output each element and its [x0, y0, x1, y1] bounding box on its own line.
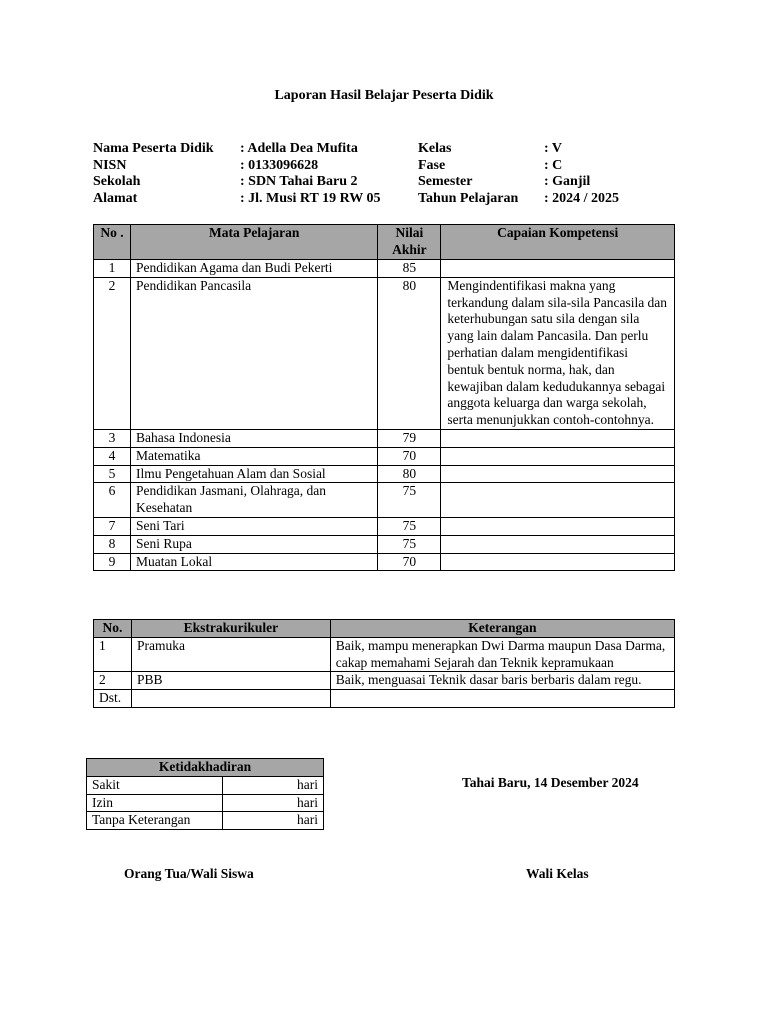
- name-value: : Adella Dea Mufita: [240, 141, 358, 156]
- row-competence: [441, 517, 675, 535]
- extra-note: Baik, mampu menerapkan Dwi Darma maupun Dasa Darma, cakap memahami Sejarah dan Teknik kepramukaan: [330, 637, 674, 672]
- table-row: [94, 553, 675, 571]
- table-row: [94, 447, 675, 465]
- attendance-label: Sakit: [87, 776, 223, 794]
- row-no: 4: [94, 447, 131, 465]
- attendance-label: Izin: [87, 794, 223, 812]
- row-score: 85: [378, 260, 441, 278]
- address-value: : Jl. Musi RT 19 RW 05: [240, 190, 381, 206]
- row-subject: Matematika: [130, 447, 377, 465]
- table-row: [94, 535, 675, 553]
- extra-note: [330, 690, 674, 708]
- row-competence: [441, 553, 675, 571]
- phase-value: : C: [544, 157, 563, 173]
- row-no: 5: [94, 465, 131, 483]
- row-competence: [441, 260, 675, 278]
- parent-signature-label: Orang Tua/Wali Siswa: [124, 866, 254, 881]
- row-no: 2: [94, 277, 131, 429]
- extra-header-no: No.: [94, 620, 132, 638]
- extra-note: Baik, menguasai Teknik dasar baris berbaris dalam regu.: [330, 672, 674, 690]
- row-subject: Bahasa Indonesia: [130, 429, 377, 447]
- row-competence: [441, 465, 675, 483]
- name-label: Nama Peserta Didik: [93, 141, 214, 156]
- grades-header-no: No .: [94, 225, 131, 260]
- row-subject: Ilmu Pengetahuan Alam dan Sosial: [130, 465, 377, 483]
- table-row: [87, 776, 324, 794]
- row-score: 75: [378, 535, 441, 553]
- row-no: 9: [94, 553, 131, 571]
- table-row: [94, 672, 675, 690]
- row-competence: Mengindentifikasi makna yang terkandung dalam sila-sila Pancasila dan keterhubungan satu sila dengan sila yang lain dalam Pancasila. Dan perlu perhatian dalam mengidentifikasi bentuk bentuk norma, hak, dan kewajiban dalam kedudukannya sebagai anggota keluarga dan warga sekolah, serta menunjukkan contoh-contohnya.: [441, 277, 675, 429]
- row-competence: [441, 535, 675, 553]
- school-value: : SDN Tahai Baru 2: [240, 174, 358, 189]
- extra-header-name: Ekstrakurikuler: [131, 620, 330, 638]
- student-info-labels-right: [418, 141, 518, 207]
- extra-header-note: Keterangan: [330, 620, 674, 638]
- semester-label: Semester: [418, 174, 473, 189]
- grades-table: [93, 224, 675, 571]
- row-score: 70: [378, 447, 441, 465]
- row-score: 79: [378, 429, 441, 447]
- extra-header-row: [94, 620, 675, 638]
- extra-name: PBB: [131, 672, 330, 690]
- extracurricular-table: [93, 619, 675, 708]
- row-no: 1: [94, 260, 131, 278]
- row-no: 3: [94, 429, 131, 447]
- place-date: Tahai Baru, 14 Desember 2024: [462, 775, 639, 790]
- row-no: 7: [94, 517, 131, 535]
- teacher-signature-label: Wali Kelas: [526, 866, 589, 881]
- table-row: [94, 690, 675, 708]
- table-row: [94, 429, 675, 447]
- table-row: [94, 483, 675, 518]
- row-subject: Seni Tari: [130, 517, 377, 535]
- extra-name: [131, 690, 330, 708]
- extra-no: 2: [94, 672, 132, 690]
- address-label: Alamat: [93, 190, 138, 206]
- class-value: : V: [544, 141, 563, 156]
- student-info-values-right: [544, 141, 619, 207]
- table-row: [87, 794, 324, 812]
- extra-no: 1: [94, 637, 132, 672]
- class-label: Kelas: [418, 141, 452, 156]
- grades-header-subject: Mata Pelajaran: [130, 225, 377, 260]
- extra-no: Dst.: [94, 690, 132, 708]
- attendance-table: [86, 758, 324, 830]
- row-subject: Pendidikan Jasmani, Olahraga, dan Kesehatan: [130, 483, 377, 518]
- attendance-header: Ketidakhadiran: [87, 759, 324, 777]
- row-no: 8: [94, 535, 131, 553]
- attendance-unit: hari: [222, 794, 323, 812]
- row-score: 80: [378, 465, 441, 483]
- attendance-unit: hari: [222, 812, 323, 830]
- nisn-label: NISN: [93, 157, 127, 173]
- table-row: [94, 465, 675, 483]
- table-row: [94, 637, 675, 672]
- row-score: 75: [378, 483, 441, 518]
- row-subject: Pendidikan Pancasila: [130, 277, 377, 429]
- row-score: 80: [378, 277, 441, 429]
- grades-header-competence: Capaian Kompetensi: [441, 225, 675, 260]
- student-info-labels-left: [93, 141, 214, 207]
- grades-header-row: [94, 225, 675, 260]
- phase-label: Fase: [418, 157, 446, 173]
- school-label: Sekolah: [93, 174, 141, 189]
- year-label: Tahun Pelajaran: [418, 190, 519, 206]
- extra-name: Pramuka: [131, 637, 330, 672]
- table-row: [94, 277, 675, 429]
- row-subject: Muatan Lokal: [130, 553, 377, 571]
- semester-value: : Ganjil: [544, 174, 591, 189]
- row-subject: Pendidikan Agama dan Budi Pekerti: [130, 260, 377, 278]
- page-title: Laporan Hasil Belajar Peserta Didik: [274, 88, 494, 103]
- year-value: : 2024 / 2025: [544, 190, 620, 206]
- table-row: [94, 260, 675, 278]
- row-subject: Seni Rupa: [130, 535, 377, 553]
- row-competence: [441, 447, 675, 465]
- grades-header-score: Nilai Akhir: [378, 225, 441, 260]
- table-row: [87, 812, 324, 830]
- attendance-header-row: [87, 759, 324, 777]
- table-row: [94, 517, 675, 535]
- student-info-values-left: [240, 141, 380, 207]
- nisn-value: : 0133096628: [240, 157, 319, 173]
- row-score: 70: [378, 553, 441, 571]
- row-score: 75: [378, 517, 441, 535]
- row-competence: [441, 429, 675, 447]
- attendance-unit: hari: [222, 776, 323, 794]
- row-no: 6: [94, 483, 131, 518]
- row-competence: [441, 483, 675, 518]
- attendance-label: Tanpa Keterangan: [87, 812, 223, 830]
